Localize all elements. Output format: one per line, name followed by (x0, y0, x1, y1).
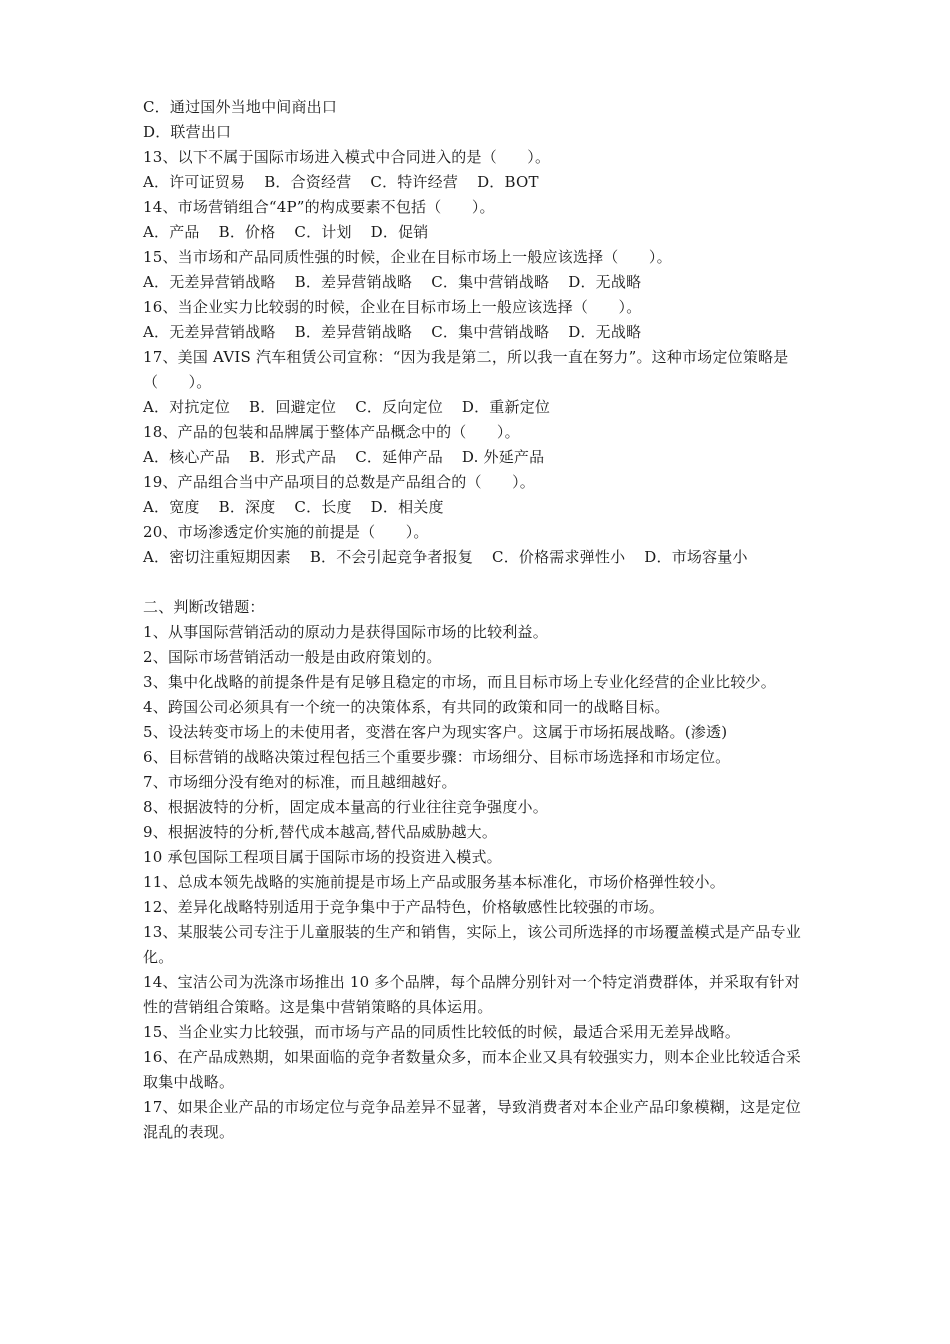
option: C．集中营销战略 (431, 273, 550, 291)
option: D．重新定位 (461, 398, 551, 416)
option: C．反向定位 (355, 398, 443, 416)
option: C．特许经营 (370, 173, 459, 191)
option: C．计划 (294, 223, 352, 241)
option: C．集中营销战略 (431, 323, 550, 341)
options-row (143, 545, 813, 570)
option-line: D．联营出口 (143, 123, 232, 141)
option: B．差异营销战略 (294, 323, 413, 341)
options-row (143, 320, 813, 345)
option: B．形式产品 (249, 448, 337, 466)
options-row (143, 395, 813, 420)
statement-item: 10 承包国际工程项目属于国际市场的投资进入模式。 (143, 848, 502, 866)
question-stem: 17、美国 AVIS 汽车租赁公司宣称：“因为我是第二，所以我一直在努力”。这种市场定位策略是（ ）。 (143, 348, 789, 391)
option: D．BOT (477, 173, 539, 191)
question-stem: 19、产品组合当中产品项目的总数是产品组合的（ ）。 (143, 473, 535, 491)
option: B．价格 (218, 223, 276, 241)
question-stem: 14、市场营销组合“4P”的构成要素不包括（ ）。 (143, 198, 495, 216)
option: A．宽度 (143, 498, 200, 516)
option: B．差异营销战略 (294, 273, 413, 291)
statement-item: 2、国际市场营销活动一般是由政府策划的。 (143, 648, 442, 666)
option: B．合资经营 (264, 173, 352, 191)
option: B．回避定位 (249, 398, 337, 416)
statement-item: 5、设法转变市场上的未使用者，变潜在客户为现实客户。这属于市场拓展战略。(渗透) (143, 723, 728, 741)
option: A．密切注重短期因素 (143, 548, 291, 566)
option: D．市场容量小 (644, 548, 748, 566)
statement-item: 4、跨国公司必须具有一个统一的决策体系，有共同的政策和同一的战略目标。 (143, 698, 670, 716)
statement-item: 8、根据波特的分析，固定成本量高的行业往往竞争强度小。 (143, 798, 548, 816)
statement-item: 16、在产品成熟期，如果面临的竞争者数量众多，而本企业又具有较强实力，则本企业比较适合采取集中战略。 (143, 1048, 801, 1091)
option: A．无差异营销战略 (143, 323, 276, 341)
question-stem: 20、市场渗透定价实施的前提是（ ）。 (143, 523, 429, 541)
option: A．无差异营销战略 (143, 273, 276, 291)
statement-item: 6、目标营销的战略决策过程包括三个重要步骤：市场细分、目标市场选择和市场定位。 (143, 748, 731, 766)
option: D．相关度 (370, 498, 444, 516)
options-row (143, 445, 813, 470)
statement-item: 9、根据波特的分析,替代成本越高,替代品威胁越大。 (143, 823, 498, 841)
option: B．不会引起竞争者报复 (309, 548, 474, 566)
options-row (143, 495, 813, 520)
statement-item: 3、集中化战略的前提条件是有足够且稳定的市场，而且目标市场上专业化经营的企业比较少。 (143, 673, 776, 691)
statement-item: 7、市场细分没有绝对的标准，而且越细越好。 (143, 773, 457, 791)
option: D．促销 (370, 223, 429, 241)
option: A．产品 (143, 223, 200, 241)
statement-item: 1、从事国际营销活动的原动力是获得国际市场的比较利益。 (143, 623, 548, 641)
options-row (143, 220, 813, 245)
document-page (143, 95, 813, 1145)
statement-item: 13、某服装公司专注于儿童服装的生产和销售，实际上，该公司所选择的市场覆盖模式是产品专业化。 (143, 923, 801, 966)
option: C．长度 (294, 498, 352, 516)
option: D. 外延产品 (461, 448, 545, 466)
options-row (143, 270, 813, 295)
option: A．核心产品 (143, 448, 231, 466)
section-title: 二、判断改错题： (143, 598, 265, 616)
question-stem: 15、当市场和产品同质性强的时候，企业在目标市场上一般应该选择（ ）。 (143, 248, 672, 266)
question-stem: 13、以下不属于国际市场进入模式中合同进入的是（ ）。 (143, 148, 551, 166)
option-line: C．通过国外当地中间商出口 (143, 98, 338, 116)
option: A．许可证贸易 (143, 173, 246, 191)
question-stem: 16、当企业实力比较弱的时候，企业在目标市场上一般应该选择（ ）。 (143, 298, 642, 316)
statement-item: 17、如果企业产品的市场定位与竞争品差异不显著，导致消费者对本企业产品印象模糊，这是定位混乱的表现。 (143, 1098, 801, 1141)
options-row (143, 170, 813, 195)
option: D．无战略 (568, 273, 642, 291)
option: C．延伸产品 (355, 448, 443, 466)
option: A．对抗定位 (143, 398, 231, 416)
statement-item: 12、差异化战略特别适用于竞争集中于产品特色，价格敏感性比较强的市场。 (143, 898, 665, 916)
option: C．价格需求弹性小 (492, 548, 626, 566)
question-stem: 18、产品的包装和品牌属于整体产品概念中的（ ）。 (143, 423, 520, 441)
statement-item: 14、宝洁公司为洗涤市场推出 10 多个品牌，每个品牌分别针对一个特定消费群体，并采取有针对性的营销组合策略。这是集中营销策略的具体运用。 (143, 973, 800, 1016)
statement-item: 11、总成本领先战略的实施前提是市场上产品或服务基本标准化，市场价格弹性较小。 (143, 873, 725, 891)
section-gap (143, 570, 813, 595)
option: B．深度 (218, 498, 276, 516)
option: D．无战略 (568, 323, 642, 341)
statement-item: 15、当企业实力比较强，而市场与产品的同质性比较低的时候，最适合采用无差异战略。 (143, 1023, 741, 1041)
